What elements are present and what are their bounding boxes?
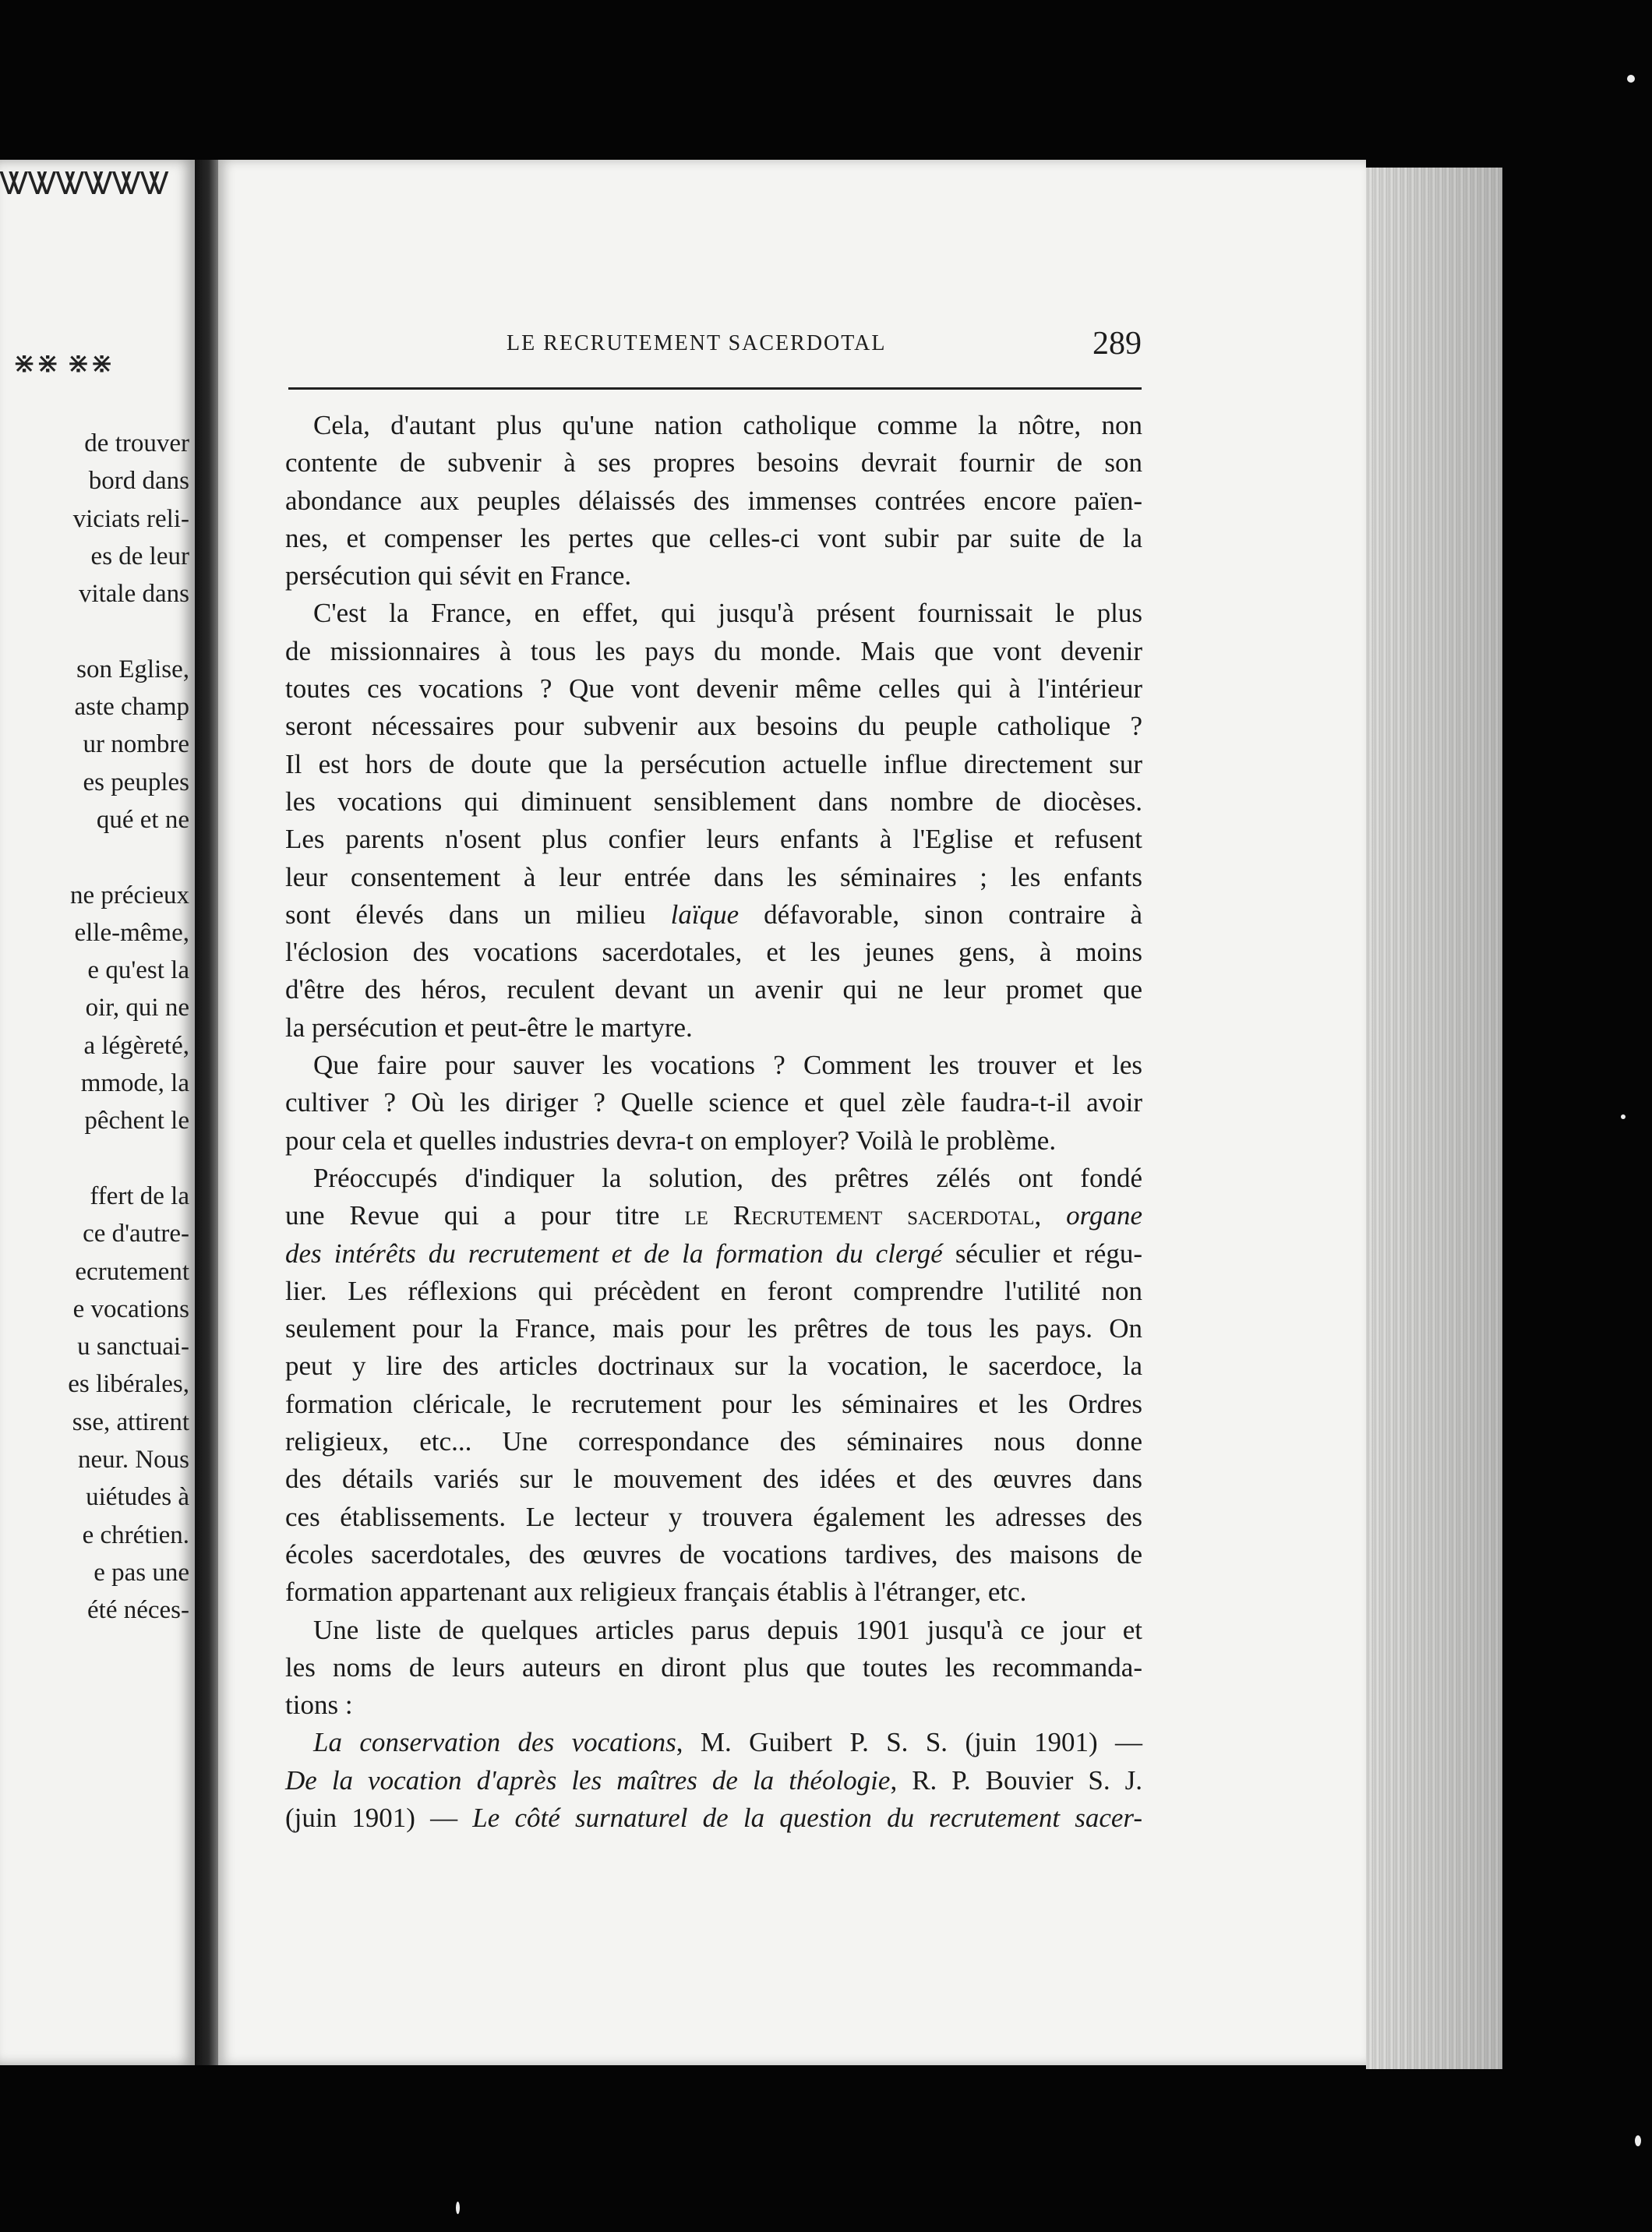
- left-page-line: u sanctuai-: [77, 1333, 189, 1361]
- italic-text: organe: [1066, 1200, 1142, 1231]
- text-line: nes, et compenser les pertes que celles-ci vont subir par suite de la: [285, 522, 1142, 553]
- left-page-line: ur nombre: [83, 730, 189, 759]
- text-line: Cela, d'autant plus qu'une nation catholique comme la nôtre, non: [313, 410, 1142, 440]
- text-line: [285, 1762, 1142, 1799]
- text-line: [285, 896, 1142, 934]
- left-page-line: e pas une: [94, 1558, 189, 1587]
- left-page-line: vitale dans: [78, 580, 189, 609]
- left-page-line: ffert de la: [90, 1181, 189, 1210]
- text-segment: (juin 1901) —: [285, 1802, 473, 1833]
- text-line: pour cela et quelles industries devra-t on employer? Voilà le problème.: [285, 1125, 1057, 1156]
- left-page-line: son Eglise,: [76, 655, 189, 683]
- text-line: la persécution et peut-être le martyre.: [285, 1012, 693, 1043]
- text-line: Les parents n'osent plus confier leurs enfants à l'Eglise et refusent: [285, 824, 1142, 855]
- left-page-line: a légèreté,: [83, 1031, 189, 1060]
- text-line: l'éclosion des vocations sacerdotales, et les jeunes gens, à moins: [285, 937, 1142, 968]
- text-line: lier. Les réflexions qui précèdent en feront comprendre l'utilité non: [285, 1275, 1142, 1306]
- left-page-line: es libérales,: [68, 1370, 189, 1399]
- ornament-star-pair: ⋇⋇ ⋇⋇: [12, 348, 114, 379]
- italic-text: laïque: [670, 899, 740, 930]
- page-number: 289: [1093, 326, 1142, 362]
- text-line: les noms de leurs auteurs en diront plus que toutes les recommanda-: [285, 1651, 1142, 1683]
- scan-speck: [1627, 75, 1635, 83]
- left-page-line: été néces-: [87, 1596, 189, 1625]
- text-line: d'être des héros, reculent devant un avenir qui ne leur promet que: [285, 974, 1142, 1005]
- running-header-title: LE RECRUTEMENT SACERDOTAL: [507, 331, 887, 355]
- small-caps-text: le Recrutement sacerdotal,: [684, 1200, 1042, 1231]
- text-segment: une Revue qui a pour titre: [285, 1200, 685, 1231]
- left-page-line: oir, qui ne: [85, 994, 189, 1022]
- text-segment: [1041, 1200, 1066, 1231]
- body-text: [285, 407, 1142, 1837]
- left-page-line: uiétudes à: [86, 1483, 189, 1512]
- header-rule: [288, 387, 1142, 390]
- text-line: cultiver ? Où les diriger ? Quelle science et quel zèle faudra-t-il avoir: [285, 1087, 1142, 1118]
- left-page-line: mmode, la: [80, 1069, 189, 1098]
- left-page-line: es de leur: [90, 542, 189, 570]
- ornament-frieze: ᏔᏔᏔᏔᏔᏔ: [0, 166, 169, 201]
- text-line: de missionnaires à tous les pays du monde. Mais que vont devenir: [285, 635, 1142, 666]
- left-page-line: viciats reli-: [72, 504, 189, 533]
- left-page-line: [0, 1140, 189, 1178]
- text-line: persécution qui sévit en France.: [285, 560, 632, 592]
- italic-text: Le côté surnaturel de la question du recrutement sacer-: [472, 1802, 1142, 1833]
- text-line: peut y lire des articles doctrinaux sur la vocation, le sacerdoce, la: [285, 1351, 1142, 1382]
- text-line: formation cléricale, le recrutement pour les séminaires et les Ordres: [285, 1388, 1142, 1419]
- left-page-line: elle-même,: [74, 918, 189, 947]
- text-line: Il est hors de doute que la persécution actuelle influe directement sur: [285, 748, 1142, 779]
- text-segment: , M. Guibert P. S. S. (juin 1901) —: [676, 1727, 1142, 1758]
- left-page-line: ce d'autre-: [83, 1220, 189, 1248]
- text-line: les vocations qui diminuent sensiblement dans nombre de diocèses.: [285, 786, 1142, 817]
- text-line: écoles sacerdotales, des œuvres de vocations tardives, des maisons de: [285, 1538, 1142, 1570]
- scan-speck: [1621, 1114, 1626, 1119]
- left-page-line: qué et ne: [96, 805, 189, 834]
- text-line: seulement pour la France, mais pour les prêtres de tous les pays. On: [285, 1313, 1142, 1344]
- text-line: Préoccupés d'indiquer la solution, des prêtres zélés ont fondé: [313, 1162, 1142, 1193]
- italic-text: La conservation des vocations: [313, 1727, 676, 1758]
- left-page-line: pêchent le: [84, 1107, 189, 1135]
- text-line: [285, 1799, 1142, 1837]
- text-line: C'est la France, en effet, qui jusqu'à présent fournissait le plus: [313, 598, 1142, 629]
- left-page-line: e chrétien.: [82, 1520, 189, 1549]
- text-line: tions :: [285, 1690, 353, 1721]
- text-line: Une liste de quelques articles parus depuis 1901 jusqu'à ce jour et: [313, 1614, 1142, 1645]
- text-segment: séculier et régu-: [942, 1238, 1142, 1269]
- text-line: toutes ces vocations ? Que vont devenir même celles qui à l'intérieur: [285, 673, 1142, 705]
- text-line: Que faire pour sauver les vocations ? Comment les trouver et les: [313, 1050, 1142, 1081]
- text-segment: défavorable, sinon contraire à: [739, 899, 1142, 930]
- left-page-text: [0, 425, 189, 1630]
- left-page-line: bord dans: [88, 467, 189, 496]
- left-page-line: [0, 613, 189, 650]
- left-page-line: es peuples: [83, 768, 189, 796]
- italic-text: des intérêts du recrutement et de la formation du clergé: [285, 1238, 943, 1269]
- left-page-line: ne précieux: [70, 881, 189, 909]
- text-line: des détails variés sur le mouvement des idées et des œuvres dans: [285, 1464, 1142, 1495]
- left-page-line: e vocations: [72, 1294, 189, 1323]
- text-line: seront nécessaires pour subvenir aux besoins du peuple catholique ?: [285, 711, 1142, 742]
- text-line: religieux, etc... Une correspondance des séminaires nous donne: [285, 1426, 1142, 1457]
- page-edges-shade: [1366, 168, 1502, 2069]
- left-page-line: ecrutement: [75, 1257, 189, 1286]
- text-segment: , R. P. Bouvier S. J.: [890, 1764, 1142, 1796]
- left-page-line: aste champ: [74, 693, 189, 722]
- scan-speck: [1635, 2135, 1641, 2146]
- left-page-line: de trouver: [84, 429, 189, 457]
- text-line: ces établissements. Le lecteur y trouvera également les adresses des: [285, 1501, 1142, 1532]
- left-page-line: neur. Nous: [78, 1446, 189, 1474]
- italic-text: De la vocation d'après les maîtres de la théologie: [285, 1764, 891, 1796]
- scan-speck: [456, 2202, 460, 2214]
- left-page-line: [0, 839, 189, 876]
- text-line: contente de subvenir à ses propres besoins devrait fournir de son: [285, 447, 1142, 479]
- text-line: [285, 1197, 1142, 1234]
- text-line: [285, 1235, 1142, 1273]
- text-segment: sont élevés dans un milieu: [285, 899, 671, 930]
- left-page-line: e qu'est la: [87, 956, 189, 985]
- text-line: formation appartenant aux religieux français établis à l'étranger, etc.: [285, 1577, 1027, 1608]
- text-line: abondance aux peuples délaissés des immenses contrées encore païen-: [285, 485, 1142, 516]
- left-page-line: sse, attirent: [72, 1407, 189, 1436]
- text-line: [285, 1724, 1142, 1761]
- text-line: leur consentement à leur entrée dans les séminaires ; les enfants: [285, 861, 1142, 892]
- book-gutter: [195, 160, 218, 2065]
